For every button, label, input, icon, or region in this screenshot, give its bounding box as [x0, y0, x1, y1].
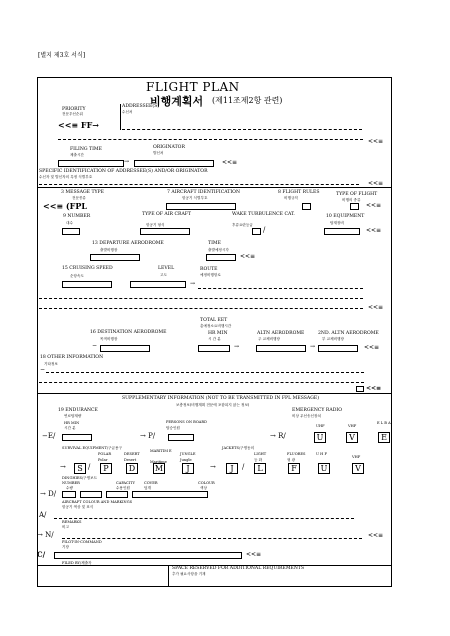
- end-mark-9: <<≡: [366, 385, 382, 392]
- form-reference: [별지 제3호 서식]: [38, 52, 86, 59]
- type-flight-label-ko: 비행의 종류: [342, 198, 361, 202]
- end-mark-10: <<≡: [368, 532, 384, 539]
- total-eet-label-ko: 총예정소요비행시간: [200, 324, 232, 328]
- desert-label: DESERT: [124, 452, 140, 456]
- wake-cat-label: WAKE TURBULENCE CAT.: [232, 212, 295, 217]
- number-field[interactable]: [62, 228, 80, 235]
- equipment-label-ko: 탑재장비: [330, 221, 344, 225]
- maritime-box[interactable]: M: [154, 464, 164, 473]
- end-mark-3: <<≡: [368, 180, 384, 187]
- departure-label: 13 DEPARTURE AERODROME: [92, 241, 164, 246]
- route-field-3[interactable]: [39, 308, 363, 309]
- destination-field[interactable]: [100, 345, 150, 352]
- total-eet-label: TOTAL EET: [200, 318, 228, 323]
- row-e-persons: → P/: [140, 432, 156, 440]
- persons-label: PERSONS ON BOARD: [166, 420, 207, 424]
- filing-time-label-ko: 제출시간: [70, 153, 84, 157]
- message-type-label: 3 MESSAGE TYPE: [61, 190, 104, 195]
- jackets-arrow: →: [210, 463, 216, 471]
- number-dinghies-label-ko: 수량: [66, 486, 73, 490]
- originator-label-ko: 발신처: [153, 151, 164, 155]
- survival-arrow: →: [60, 463, 66, 471]
- dinghies-number-field[interactable]: [62, 491, 76, 498]
- dinghies-capacity-field[interactable]: [80, 491, 102, 498]
- specific-id-field[interactable]: [39, 184, 359, 185]
- aircraft-colour-a: A/: [39, 511, 47, 519]
- altn2-label: 2ND. ALTN AERODROME: [318, 331, 379, 336]
- aircraft-colour-label: AIRCRAFT COLOUR AND MARKINGS: [62, 500, 133, 504]
- number-label-ko: 대수: [66, 221, 73, 225]
- elba-box[interactable]: E: [378, 432, 390, 443]
- space-reserved-label-ko: 추가 필요사항을 기재: [172, 572, 206, 576]
- survival-uhf-box[interactable]: U: [318, 463, 330, 474]
- type-flight-field[interactable]: [350, 203, 359, 210]
- priority-value: <<≡ FF→: [58, 120, 99, 130]
- hr-min-label: HR MIN: [208, 331, 228, 336]
- route-label: ROUTE: [200, 267, 218, 272]
- addressee-label-ko: 수신처: [122, 110, 133, 114]
- endurance-field[interactable]: [62, 434, 92, 441]
- flight-rules-field[interactable]: [302, 203, 311, 210]
- wake-cat-field[interactable]: [252, 228, 261, 235]
- endurance-label-ko: 연료탑재량: [64, 414, 82, 418]
- row-e-radio: → R/: [270, 432, 286, 440]
- fluores-box[interactable]: F: [288, 463, 300, 474]
- departure-field[interactable]: [90, 254, 140, 261]
- dinghies-colour-field[interactable]: [132, 491, 208, 498]
- jackets-box[interactable]: J: [226, 463, 238, 474]
- vhf-box[interactable]: V: [346, 432, 358, 443]
- colour-label: COLOUR: [198, 481, 215, 485]
- maritime-label-ko: Maritime: [150, 460, 167, 464]
- addressee-label: ADDRESSEE(S): [122, 104, 160, 109]
- type-aircraft-label-ko: 항공기 형식: [146, 223, 165, 227]
- departure-time-label-ko: 출발예정시각: [208, 248, 229, 252]
- filing-time-label: FILING TIME: [70, 147, 102, 152]
- departure-label-ko: 출발비행장: [100, 248, 118, 252]
- survival-vhf: VHF: [352, 455, 361, 459]
- departure-time-label: TIME: [208, 241, 221, 246]
- other-info-label: 18 OTHER INFORMATION: [40, 355, 104, 360]
- light-box[interactable]: L: [254, 463, 266, 474]
- uhf-box[interactable]: U: [314, 432, 326, 443]
- level-field[interactable]: [130, 281, 186, 288]
- jungle-label-ko: Jungle: [180, 458, 192, 462]
- supplementary-label: SUPPLEMENTARY INFORMATION (NOT TO BE TRANSMITTED IN FPL MESSAGE): [122, 396, 320, 401]
- other-info-label-ko: 기타정보: [44, 362, 58, 366]
- remarks-n: → N/: [37, 531, 54, 539]
- altn-label-ko: 주 교체비행장: [258, 337, 280, 341]
- endurance-hrmin: HR MIN: [64, 421, 80, 425]
- light-label: LIGHT: [254, 452, 267, 456]
- aircraft-colour-field[interactable]: [54, 518, 354, 519]
- jungle-box[interactable]: J: [182, 463, 194, 474]
- destination-label: 16 DESTINATION AERODROME: [90, 330, 167, 335]
- emergency-radio-label: EMERGENCY RADIO: [292, 408, 342, 413]
- specific-id-label-ko: 수신자 및 발신자의 특정 식별부호: [39, 175, 93, 179]
- equipment-label: 10 EQUIPMENT: [326, 214, 365, 219]
- cruising-speed-field[interactable]: [62, 281, 112, 288]
- total-eet-field[interactable]: [198, 345, 230, 352]
- survival-label: SURVIVAL EQUIPMENT/구급용구: [62, 446, 122, 450]
- level-label-ko: 고도: [160, 273, 167, 277]
- polar-label-ko: Polar: [98, 458, 108, 462]
- polar-label: POLAR: [98, 452, 112, 456]
- remarks-label: REMARKS: [62, 520, 82, 524]
- dinghies-cover-field[interactable]: [106, 491, 128, 498]
- remarks-label-ko: 비고: [62, 525, 69, 529]
- survival-uhf: U H F: [316, 452, 327, 456]
- end-mark-6: <<≡: [240, 253, 256, 260]
- aircraft-id-field[interactable]: [166, 203, 236, 210]
- pilot-field[interactable]: [54, 552, 242, 559]
- fluores-label: FLUORES: [287, 452, 306, 456]
- end-mark-5: <<≡: [366, 227, 382, 234]
- type-flight-label: TYPE OF FLIGHT: [336, 192, 378, 197]
- desert-box[interactable]: D: [126, 463, 138, 474]
- aircraft-id-label: 7 AIRCRAFT IDENTIFICATION: [167, 190, 240, 195]
- colour-label-ko: 색상: [200, 486, 207, 490]
- capacity-label: CAPACITY: [116, 481, 135, 485]
- polar-box[interactable]: P: [100, 463, 112, 474]
- space-reserved-label: SPACE RESERVED FOR ADDITIONAL REQUIREMENTS: [172, 566, 305, 571]
- persons-label-ko: 탑승인원: [166, 426, 180, 430]
- endurance-hrmin-ko: 시간 분: [64, 426, 76, 430]
- row-d-label: → D/: [40, 490, 57, 498]
- title-ko: 비행계획서: [150, 95, 204, 108]
- endurance-label: 19 ENDURANCE: [58, 408, 98, 413]
- light-label-ko: 등 화: [254, 458, 263, 462]
- pilot-c: C/: [37, 550, 46, 559]
- end-mark-2: <<≡: [222, 159, 238, 166]
- cruising-speed-label: 15 CRUISING SPEED: [62, 266, 113, 271]
- originator-label: ORIGINATOR: [153, 145, 185, 150]
- altn-label: ALTN AERODROME: [257, 331, 305, 336]
- message-type-value: <<≡ (FPL: [43, 201, 87, 211]
- jackets-label: JACKETS/구명동의: [222, 446, 255, 450]
- aircraft-colour-label-ko: 항공기 색상 및 표식: [62, 505, 94, 509]
- title-en: FLIGHT PLAN: [146, 80, 240, 94]
- priority-label: PRIORITY: [62, 107, 86, 112]
- end-mark-7: <<≡: [368, 304, 384, 311]
- other-info-field-2[interactable]: [39, 382, 364, 383]
- altn2-label-ko: 부 교체비행장: [322, 337, 344, 341]
- persons-field[interactable]: [168, 434, 194, 441]
- hr-min-label-ko: 시 간 분: [208, 337, 221, 341]
- flight-rules-label-ko: 비행규칙: [284, 196, 298, 200]
- aircraft-id-label-ko: 항공기 식별부호: [182, 196, 208, 200]
- cruising-speed-label-ko: 순항속도: [70, 274, 84, 278]
- remarks-field[interactable]: [62, 538, 362, 539]
- specific-id-label: SPECIFIC IDENTIFICATION OF ADDRESSEE(S) AND/OR ORIGINATOR: [39, 169, 208, 174]
- dinghies-label: DINGHIES/구명보트: [62, 476, 98, 480]
- altn-field[interactable]: [256, 345, 306, 352]
- end-mark-1: <<≡: [368, 138, 384, 145]
- elba-label: E L B A: [377, 421, 391, 425]
- title-ref: (제11조제2항 관련): [212, 96, 283, 105]
- jungle-label: JUNGLE: [180, 452, 196, 456]
- uhf-label: UHF: [316, 424, 325, 428]
- row-e-endurance: −E/: [42, 432, 56, 440]
- survival-s-box[interactable]: S: [74, 463, 86, 474]
- wake-cat-label-ko: 후류요란등급: [232, 223, 253, 227]
- cover-label-ko: 덮개: [144, 486, 151, 490]
- altn2-field[interactable]: [318, 345, 358, 352]
- equipment-field[interactable]: [324, 228, 360, 235]
- vhf-label: VHF: [348, 424, 357, 428]
- addressee-field[interactable]: [122, 129, 362, 130]
- capacity-label-ko: 수용인원: [116, 486, 130, 490]
- filed-by-label: FILED BY/제출자: [62, 561, 92, 565]
- departure-time-field[interactable]: [206, 254, 236, 261]
- emergency-radio-label-ko: 비상 무선송신장치: [292, 414, 321, 418]
- survival-vhf-box[interactable]: V: [352, 463, 364, 474]
- route-field[interactable]: [198, 288, 363, 289]
- message-type-label-ko: 전문종류: [72, 196, 86, 200]
- type-aircraft-field[interactable]: [140, 228, 190, 235]
- priority-label-ko: 전문우선순위: [62, 112, 83, 116]
- desert-label-ko: Desert: [124, 458, 137, 462]
- fluores-label-ko: 형 광: [287, 458, 296, 462]
- originator-field[interactable]: [134, 160, 214, 167]
- route-label-ko: 예정비행항로: [200, 273, 221, 277]
- other-info-close: [356, 386, 364, 392]
- route-field-2[interactable]: [39, 298, 363, 299]
- filing-time-field[interactable]: [58, 160, 124, 167]
- type-aircraft-label: TYPE OF AIR CRAFT: [142, 212, 192, 217]
- destination-label-ko: 목적비행장: [100, 337, 118, 341]
- end-mark-8: <<≡: [364, 344, 380, 351]
- addressee-field-2[interactable]: [58, 139, 363, 140]
- other-info-field[interactable]: [46, 372, 364, 373]
- number-label: 9 NUMBER: [63, 214, 91, 219]
- cover-label: COVER: [144, 481, 158, 485]
- pilot-label: PILOT-IN-COMMAND: [62, 540, 102, 544]
- flight-rules-label: 8 FLIGHT RULES: [278, 190, 320, 195]
- maritime-label: MARITIM E: [150, 449, 172, 453]
- number-dinghies-label: NUMBER: [62, 481, 80, 485]
- supplementary-label-ko: 보충정보(비행계획 전문에 포함되지 않는 정보): [176, 403, 250, 407]
- level-label: LEVEL: [158, 266, 175, 271]
- pilot-label-ko: 기장: [62, 545, 69, 549]
- end-mark-4: <<≡: [366, 202, 382, 209]
